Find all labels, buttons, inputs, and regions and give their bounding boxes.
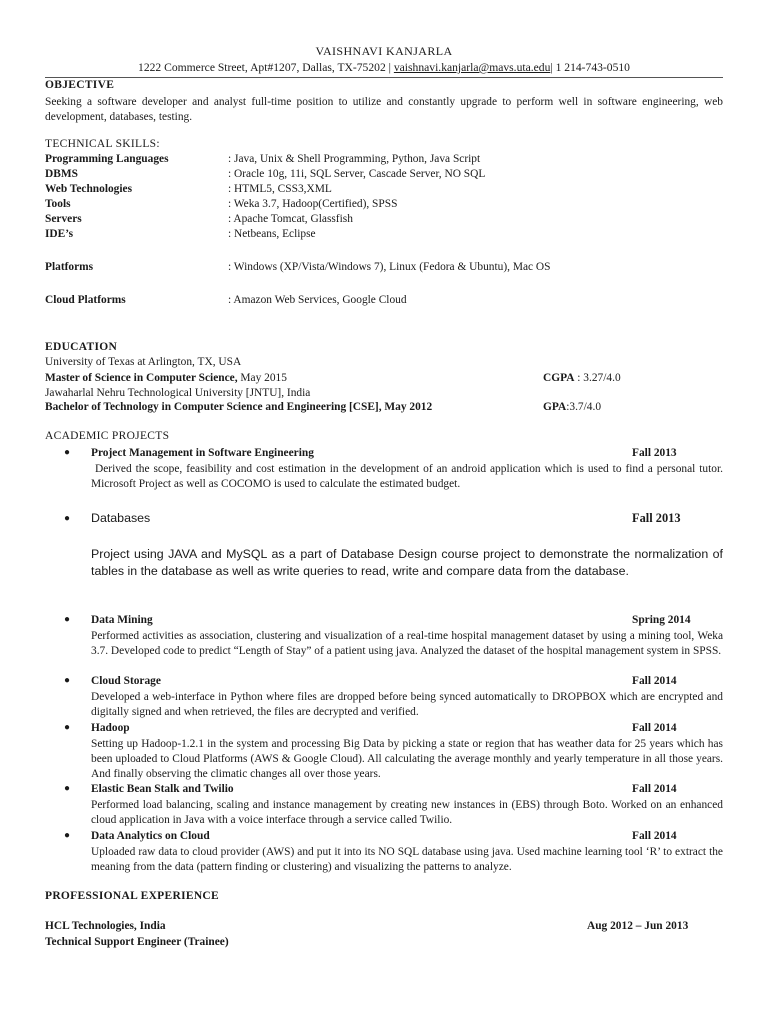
project-title: Data Analytics on Cloud [91,830,210,842]
skill-value: : Netbeans, Eclipse [228,228,316,240]
project-term: Spring 2014 [632,614,691,626]
project-term: Fall 2014 [632,783,677,795]
skill-value: : HTML5, CSS3,XML [228,183,332,195]
project-description: Derived the scope, feasibility and cost estimation in the development of an android application which is used to find a personal tutor. Microsoft Project as well as COCOMO is used to calculate the estimated budget. [91,463,723,491]
cgpa-label: CGPA [543,372,575,384]
email-link[interactable]: vaishnavi.kanjarla@mavs.uta.edu [393,61,551,74]
project-description: Uploaded raw data to cloud provider (AWS) and put it into its NO SQL database using java. Used machine learning tool ‘R’ to extract the meaning from the data (pattern finding or clustering) and visualizing the patterns to analyze. [91,846,723,874]
education-heading: EDUCATION [45,341,118,353]
project-term: Fall 2014 [632,722,677,734]
skill-label: Platforms [45,261,94,273]
resume-name: VAISHNAVI KANJARLA [315,44,453,58]
bullet-icon: ● [64,783,71,794]
company-name: HCL Technologies, India [45,920,166,932]
contact-address: 1222 Commerce Street, Apt#1207, Dallas, TX-75202 | [138,61,394,74]
skill-label: Cloud Platforms [45,294,126,306]
bullet-icon: ● [64,830,71,841]
bullet-icon: ● [64,513,71,524]
degree-1 [45,372,287,384]
bullet-icon: ● [64,675,71,686]
project-title: Data Mining [91,614,153,626]
bullet-icon: ● [64,614,71,625]
cgpa [543,372,621,384]
gpa-label: GPA [543,401,567,413]
gpa [543,401,601,413]
project-term: Fall 2014 [632,830,677,842]
project-description: Setting up Hadoop-1.2.1 in the system and processing Big Data by picking a state or region that has weather data for 25 years which has been uploaded to Cloud Platforms (AWS & Google Cloud). All calculating the average monthly and yearly temperature in all those years. And finally observing the climatic changes all over those years. [91,738,723,781]
project-term: Fall 2013 [632,447,677,459]
skill-label: Web Technologies [45,183,133,195]
skill-value: : Weka 3.7, Hadoop(Certified), SPSS [228,198,398,210]
skills-heading [45,138,160,150]
project-description: Performed activities as association, clustering and visualization of a real-time hospital management dataset by using a mining tool, Weka 3.7. Developed code to predict “Length of Stay” of a patient using java. Analyzed the dataset of the hospital management system in SPSS. [91,630,723,658]
skills-heading-colon: : [156,138,160,150]
project-title: Databases [91,511,151,525]
skill-value: : Windows (XP/Vista/Windows 7), Linux (Fedora & Ubuntu), Mac OS [228,261,551,273]
project-description: Developed a web-interface in Python where files are dropped before being synced automatically to DROPBOX which are encrypted and digitally signed and when retrieved, the files are decrypted and verified. [91,691,723,719]
projects-heading: ACADEMIC PROJECTS [45,430,170,442]
header-divider [45,77,723,78]
university-2: Jawaharlal Nehru Technological University [JNTU], India [45,387,311,399]
university-1: University of Texas at Arlington, TX, USA [45,356,242,368]
skill-label: IDE’s [45,228,74,240]
project-title: Cloud Storage [91,675,161,687]
skill-label: DBMS [45,168,78,180]
project-title: Hadoop [91,722,130,734]
objective-text: Seeking a software developer and analyst full-time position to utilize and constantly upgrade to perform well in software engineering, web development, databases, testing. [45,96,723,124]
objective-heading: OBJECTIVE [45,79,115,91]
project-term: Fall 2014 [632,675,677,687]
skill-value: : Java, Unix & Shell Programming, Python, Java Script [228,153,481,165]
skills-heading-text: TECHNICAL SKILLS [45,138,157,150]
skill-label: Programming Languages [45,153,169,165]
contact-phone: | 1 214-743-0510 [550,61,630,74]
project-term: Fall 2013 [632,511,681,525]
cgpa-value: : 3.27/4.0 [574,372,621,384]
contact-line [0,61,768,74]
degree-2: Bachelor of Technology in Computer Science and Engineering [CSE], May 2012 [45,401,433,413]
skill-label: Servers [45,213,82,225]
project-title: Elastic Bean Stalk and Twilio [91,783,234,795]
skill-value: : Amazon Web Services, Google Cloud [228,294,407,306]
gpa-value: :3.7/4.0 [566,401,602,413]
skill-value: : Apache Tomcat, Glassfish [228,213,353,225]
project-description: Project using JAVA and MySQL as a part of Database Design course project to demonstrate the normalization of tables in the database as well as write queries to read, write and compare data from the database. [91,547,723,578]
bullet-icon: ● [64,447,71,458]
degree-1-date: May 2015 [237,372,287,384]
skill-value: : Oracle 10g, 11i, SQL Server, Cascade Server, NO SQL [228,168,486,180]
project-title: Project Management in Software Engineering [91,447,314,459]
employment-dates: Aug 2012 – Jun 2013 [587,920,689,932]
bullet-icon: ● [64,722,71,733]
project-description: Performed load balancing, scaling and instance management by creating new instances in (EBS) through Boto. Worked on an enhanced cloud application in Java with a voice interface through a service called Twilio. [91,799,723,827]
skill-label: Tools [45,198,71,210]
degree-1-title: Master of Science in Computer Science, [45,372,238,384]
job-title: Technical Support Engineer (Trainee) [45,936,229,948]
experience-heading: PROFESSIONAL EXPERIENCE [45,890,220,902]
